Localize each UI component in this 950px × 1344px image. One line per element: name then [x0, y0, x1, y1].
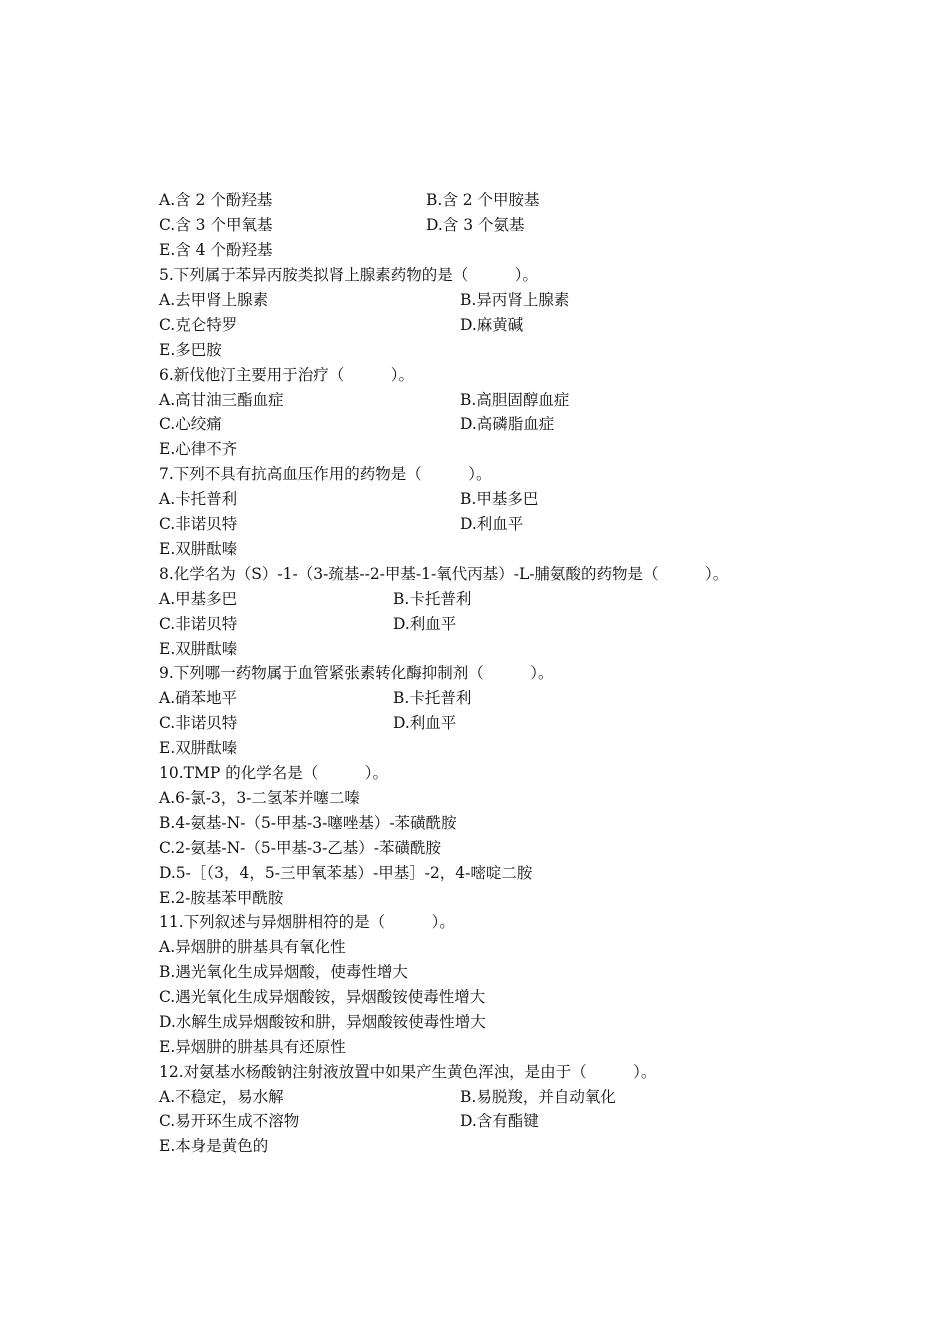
option-a-q6: A.高甘油三酯血症 — [159, 391, 284, 409]
option-d-q9: D.利血平 — [393, 714, 457, 732]
option-e-q11: E.异烟肼的肼基具有还原性 — [159, 1038, 346, 1056]
option-c-q8: C.非诺贝特 — [159, 615, 238, 633]
option-d-q10: D.5-［（3，4，5-三甲氧苯基）-甲基］-2，4-嘧啶二胺 — [159, 864, 533, 882]
option-d-q4: D.含 3 个氨基 — [426, 216, 525, 234]
option-c-q7: C.非诺贝特 — [159, 515, 238, 533]
option-d-q7: D.利血平 — [460, 515, 524, 533]
option-a-q4: A.含 2 个酚羟基 — [159, 191, 273, 209]
question-10: 10.TMP 的化学名是（ ）。 — [159, 764, 388, 782]
option-a-q7: A.卡托普利 — [159, 490, 238, 508]
option-e-q8: E.双肼酞嗪 — [159, 640, 238, 658]
option-c-q12: C.易开环生成不溶物 — [159, 1112, 300, 1130]
option-b-q4: B.含 2 个甲胺基 — [426, 191, 540, 209]
question-7: 7.下列不具有抗高血压作用的药物是（ ）。 — [159, 465, 492, 483]
option-b-q10: B.4-氨基-N-（5-甲基-3-噻唑基）-苯磺酰胺 — [159, 814, 457, 832]
option-b-q9: B.卡托普利 — [393, 689, 472, 707]
question-12: 12.对氨基水杨酸钠注射液放置中如果产生黄色浑浊，是由于（ ）。 — [159, 1063, 657, 1081]
option-b-q6: B.高胆固醇血症 — [460, 391, 570, 409]
question-11: 11.下列叙述与异烟肼相符的是（ ）。 — [159, 913, 455, 931]
option-e-q6: E.心律不齐 — [159, 440, 238, 458]
question-8: 8.化学名为（S）-1-（3-巯基--2-甲基-1-氧代丙基）-L-脯氨酸的药物是（ ）。 — [159, 565, 729, 583]
option-c-q5: C.克仑特罗 — [159, 316, 238, 334]
option-b-q11: B.遇光氧化生成异烟酸，使毒性增大 — [159, 963, 408, 981]
option-d-q6: D.高磷脂血症 — [460, 415, 555, 433]
option-d-q11: D.水解生成异烟酸铵和肼，异烟酸铵使毒性增大 — [159, 1013, 486, 1031]
option-b-q12: B.易脱羧，并自动氧化 — [460, 1088, 616, 1106]
option-c-q11: C.遇光氧化生成异烟酸铵，异烟酸铵使毒性增大 — [159, 988, 486, 1006]
option-c-q6: C.心绞痛 — [159, 415, 222, 433]
question-5: 5.下列属于苯异丙胺类拟肾上腺素药物的是（ ）。 — [159, 266, 539, 284]
option-b-q5: B.异丙肾上腺素 — [460, 291, 570, 309]
option-e-q12: E.本身是黄色的 — [159, 1137, 269, 1155]
option-d-q8: D.利血平 — [393, 615, 457, 633]
option-e-q9: E.双肼酞嗪 — [159, 739, 238, 757]
question-6: 6.新伐他汀主要用于治疗（ ）。 — [159, 366, 415, 384]
option-a-q8: A.甲基多巴 — [159, 590, 238, 608]
option-a-q9: A.硝苯地平 — [159, 689, 238, 707]
option-a-q10: A.6-氯-3，3-二氢苯并噻二嗪 — [159, 789, 360, 807]
option-a-q12: A.不稳定，易水解 — [159, 1088, 284, 1106]
option-b-q8: B.卡托普利 — [393, 590, 472, 608]
option-a-q11: A.异烟肼的肼基具有氧化性 — [159, 938, 346, 956]
option-c-q4: C.含 3 个甲氧基 — [159, 216, 273, 234]
option-c-q9: C.非诺贝特 — [159, 714, 238, 732]
option-c-q10: C.2-氨基-N-（5-甲基-3-乙基）-苯磺酰胺 — [159, 839, 442, 857]
option-b-q7: B.甲基多巴 — [460, 490, 539, 508]
option-d-q12: D.含有酯键 — [460, 1112, 539, 1130]
option-d-q5: D.麻黄碱 — [460, 316, 524, 334]
option-a-q5: A.去甲肾上腺素 — [159, 291, 269, 309]
option-e-q5: E.多巴胺 — [159, 341, 222, 359]
option-e-q10: E.2-胺基苯甲酰胺 — [159, 889, 284, 907]
question-9: 9.下列哪一药物属于血管紧张素转化酶抑制剂（ ）。 — [159, 664, 554, 682]
option-e-q4: E.含 4 个酚羟基 — [159, 241, 273, 259]
option-e-q7: E.双肼酞嗪 — [159, 540, 238, 558]
